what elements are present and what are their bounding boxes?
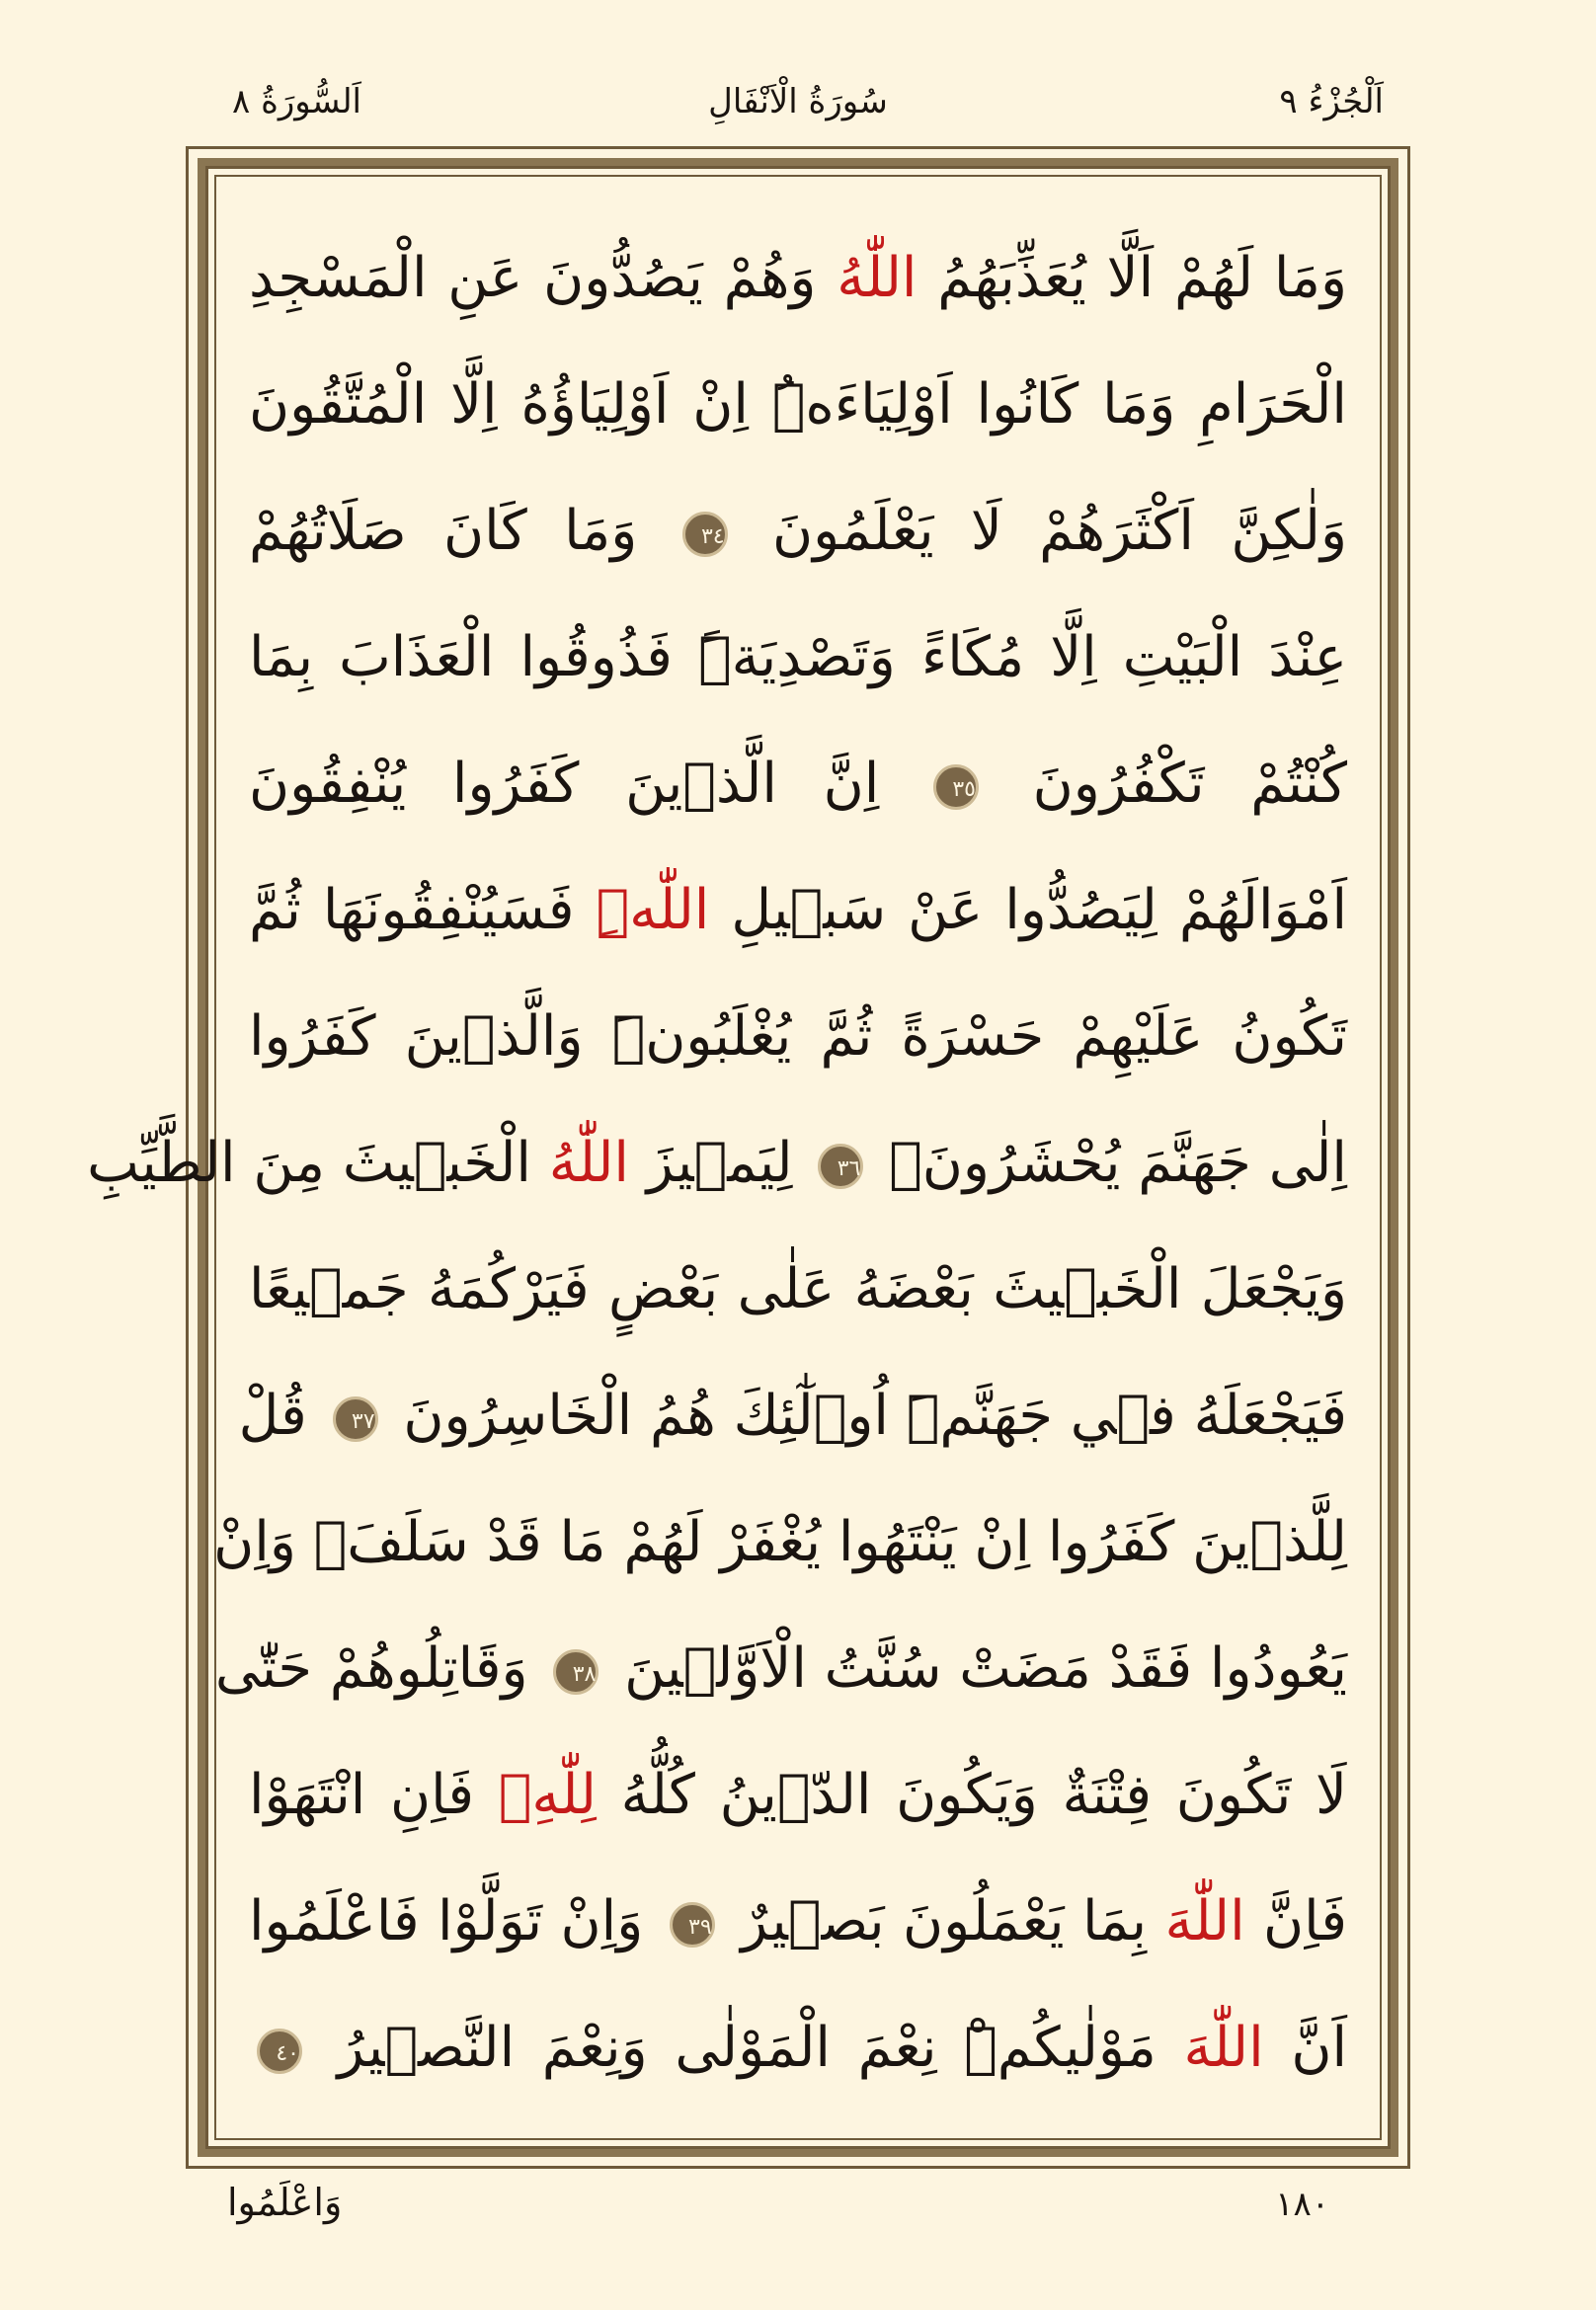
text-line (249, 595, 1347, 721)
text-line (249, 468, 1347, 595)
page-header (0, 67, 1596, 136)
ayah-number-marker: ٣٥ (933, 764, 979, 810)
text-line (249, 974, 1347, 1100)
catchword: وَاعْلَمُوا (227, 2181, 343, 2224)
verse-text: وَمَا كَانَ صَلَاتُهُمْ (249, 499, 675, 563)
verse-text: فَيَجْعَلَهُ ف۪ي جَهَنَّمَۜ اُو۬لٰٓئِكَ هُمُ الْخَاسِرُونَ (385, 1384, 1347, 1448)
divine-name: اللّٰهَ (1183, 2016, 1264, 2080)
text-line (213, 1479, 1347, 1606)
verse-text: اَنَّ (1263, 2016, 1347, 2080)
verse-text: وَهُمْ يَصُدُّونَ عَنِ الْمَسْجِدِ (249, 246, 838, 310)
verse-text: بِمَا يَعْمَلُونَ بَص۪يرٌ (722, 1889, 1165, 1953)
ayah-number-marker: ٣٨ (553, 1649, 598, 1695)
verse-text: تَكُونُ عَلَيْهِمْ حَسْرَةً ثُمَّ يُغْلَبُونَۜ وَالَّذ۪ينَ كَفَرُوا (249, 1004, 1347, 1069)
verse-text: وَاِنْ تَوَلَّوْا فَاعْلَمُوا (249, 1889, 662, 1953)
quran-text-block (87, 215, 1348, 2111)
verse-text: فَسَيُنْفِقُونَهَا ثُمَّ (249, 878, 597, 942)
text-line (238, 1353, 1347, 1479)
text-line (249, 215, 1347, 342)
verse-text: اِنَّ الَّذ۪ينَ كَفَرُوا يُنْفِقُونَ (249, 752, 925, 816)
text-line (249, 1985, 1347, 2111)
divine-name: لِلّٰهِۚ (498, 1763, 597, 1827)
verse-text: عِنْدَ الْبَيْتِ اِلَّا مُكَاءً وَتَصْدِيَةًۜ فَذُوقُوا الْعَذَابَ بِمَا (249, 625, 1347, 689)
surah-number-label: اَلسُّورَةُ ٨ (232, 82, 362, 121)
text-line (214, 1606, 1347, 1732)
text-line (249, 1859, 1347, 1985)
ayah-number-marker: ٣٦ (818, 1144, 863, 1189)
ayah-number-marker: ٣٤ (682, 512, 728, 557)
text-line (249, 721, 1347, 847)
verse-text: قُلْ (238, 1384, 325, 1448)
divine-name: اللّٰهُ (548, 1131, 629, 1195)
verse-text: وَلٰكِنَّ اَكْثَرَهُمْ لَا يَعْلَمُونَ (735, 499, 1347, 563)
text-line (249, 847, 1347, 974)
divine-name: اللّٰهُ (837, 246, 918, 310)
verse-text: وَيَجْعَلَ الْخَب۪يثَ بَعْضَهُ عَلٰى بَعْضٍ فَيَرْكُمَهُ جَم۪يعًا (249, 1257, 1347, 1321)
surah-title: سُورَةُ الْاَنْفَالِ (708, 82, 888, 121)
verse-text: اَمْوَالَهُمْ لِيَصُدُّوا عَنْ سَب۪يلِ (709, 878, 1348, 942)
text-line (87, 1100, 1347, 1227)
verse-text: وَقَاتِلُوهُمْ حَتّٰى (214, 1636, 546, 1701)
verse-text: لِيَم۪يزَ (628, 1131, 811, 1195)
ayah-number-marker: ٤٠ (257, 2029, 302, 2074)
verse-text: فَاِنَّ (1244, 1889, 1348, 1953)
verse-text: الْخَب۪يثَ مِنَ الطَّيِّبِ (87, 1131, 549, 1195)
text-line (249, 342, 1347, 468)
verse-text: الْحَرَامِ وَمَا كَانُوا اَوْلِيَاءَهُۜ اِنْ اَوْلِيَاؤُهُ اِلَّا الْمُتَّقُونَ (249, 372, 1347, 437)
verse-text: كُنْتُمْ تَكْفُرُونَ (986, 752, 1348, 816)
verse-text: لِلَّذ۪ينَ كَفَرُوا اِنْ يَنْتَهُوا يُغْفَرْ لَهُمْ مَا قَدْ سَلَفَۚ وَاِنْ (213, 1510, 1347, 1574)
page-number: ١٨٠ (1275, 2185, 1329, 2224)
ayah-number-marker: ٣٩ (670, 1902, 715, 1948)
verse-text: فَاِنِ انْتَهَوْا (249, 1763, 499, 1827)
divine-name: اللّٰهَ (1164, 1889, 1245, 1953)
verse-text: يَعُودُوا فَقَدْ مَضَتْ سُنَّتُ الْاَوَّل۪ينَ (606, 1636, 1347, 1701)
ayah-number-marker: ٣٧ (333, 1396, 378, 1442)
verse-text: وَمَا لَهُمْ اَلَّا يُعَذِّبَهُمُ (917, 246, 1347, 310)
verse-text: لَا تَكُونَ فِتْنَةٌ وَيَكُونَ الدّ۪ينُ كُلُّهُ (596, 1763, 1347, 1827)
verse-text: مَوْلٰيكُمْۜ نِعْمَ الْمَوْلٰى وَنِعْمَ النَّص۪يرُ (310, 2016, 1184, 2080)
divine-name: اللّٰهِۜ (596, 878, 710, 942)
text-line (249, 1732, 1347, 1859)
verse-text: اِلٰى جَهَنَّمَ يُحْشَرُونَۙ (871, 1131, 1347, 1195)
juz-label: اَلْجُزْءُ ٩ (1279, 82, 1384, 121)
text-line (249, 1227, 1347, 1353)
